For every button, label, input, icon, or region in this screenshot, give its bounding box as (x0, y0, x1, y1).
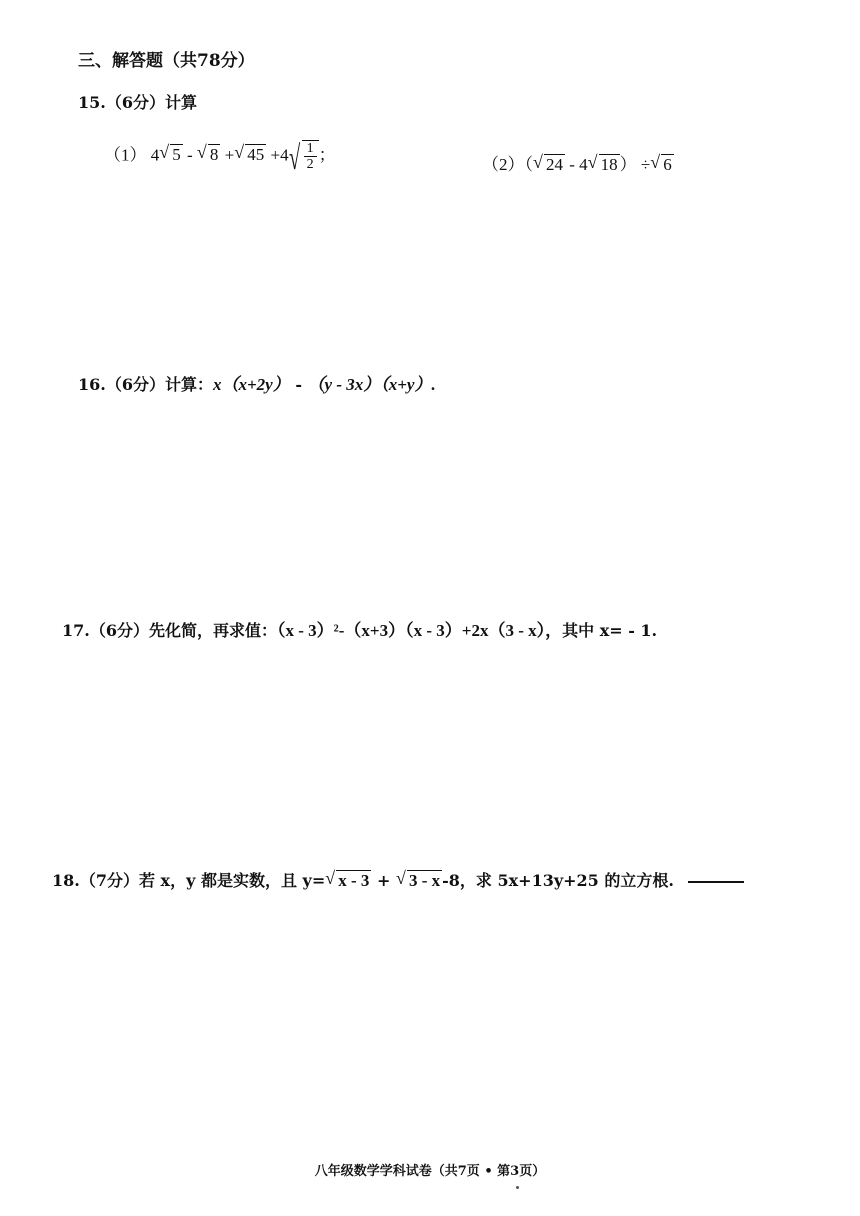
question-17 (62, 616, 657, 641)
question-instruction: 计算： (164, 375, 213, 394)
operator: +4 (270, 145, 289, 165)
question-16 (78, 370, 436, 395)
question-text: -8，求 5x+13y+25 的立方根. (442, 871, 674, 890)
expression: （y - 3x）（x+y）. (307, 375, 436, 394)
radicand: 3 - x (408, 871, 441, 890)
operator: + (377, 871, 391, 890)
question-number: 15. (78, 93, 106, 112)
condition: 其中 x= - 1. (562, 621, 658, 640)
operator: + (224, 145, 235, 165)
radical: √ x - 3 (325, 868, 370, 890)
radicand: 45 (247, 145, 265, 165)
question-score: （6分） (105, 93, 165, 112)
radicand: x - 3 (338, 871, 370, 890)
question-15-header (78, 90, 197, 113)
scan-speck (516, 1186, 519, 1189)
radical: √ $\frac{1}{2}$ (289, 140, 319, 173)
question-score: （6分） (89, 621, 149, 640)
section-title: 三、解答题（共78分） (78, 51, 255, 71)
punctuation: ； (318, 145, 336, 165)
radicand: 5 (172, 145, 181, 165)
operator: - (295, 375, 302, 394)
question-text: 若 x，y 都是实数，且 y= (138, 871, 326, 890)
part-label: （1） (104, 145, 147, 165)
question-score: （6分） (105, 375, 165, 394)
radical: √ 18 (587, 152, 618, 174)
expression: x（x+2y） (213, 375, 290, 394)
radical: √ 6 (650, 152, 672, 174)
radicand: 18 (600, 155, 618, 174)
radicand: 8 (209, 145, 219, 165)
page-footer: 八年级数学学科试卷（共7页 • 第3页） (314, 1164, 546, 1179)
operator: - (187, 145, 193, 165)
radicand: 6 (663, 155, 672, 174)
radical: √ 8 (196, 142, 219, 165)
fraction-numerator: 1 (304, 141, 317, 157)
operator: ÷ (640, 155, 651, 174)
part-label: （2） (482, 155, 525, 174)
question-number: 17. (62, 621, 90, 640)
expression: （x - 3）²-（x+3）（x - 3）+2x（3 - x）， (277, 621, 563, 640)
question-instruction: 先化简，再求值： (148, 621, 277, 640)
fraction-denominator: 2 (306, 157, 314, 173)
coefficient: 4 (150, 145, 160, 165)
question-15-part-1 (104, 140, 336, 177)
operator: - 4 (569, 155, 588, 174)
question-15-part-2 (482, 150, 674, 175)
radical: √ 45 (234, 142, 265, 165)
radicand: 24 (546, 155, 563, 174)
radical: √ 3 - x (395, 868, 441, 890)
radical: √ 24 (533, 152, 563, 174)
answer-blank[interactable] (688, 881, 744, 883)
paren-close: ） (619, 155, 637, 174)
fraction (304, 141, 317, 173)
question-18 (52, 868, 744, 891)
radical: √ 5 (159, 142, 181, 165)
question-number: 16. (78, 375, 106, 394)
question-score: （7分） (79, 871, 139, 890)
question-instruction: 计算 (164, 93, 197, 112)
question-number: 18. (52, 871, 80, 890)
paren-open: （ (524, 155, 533, 174)
